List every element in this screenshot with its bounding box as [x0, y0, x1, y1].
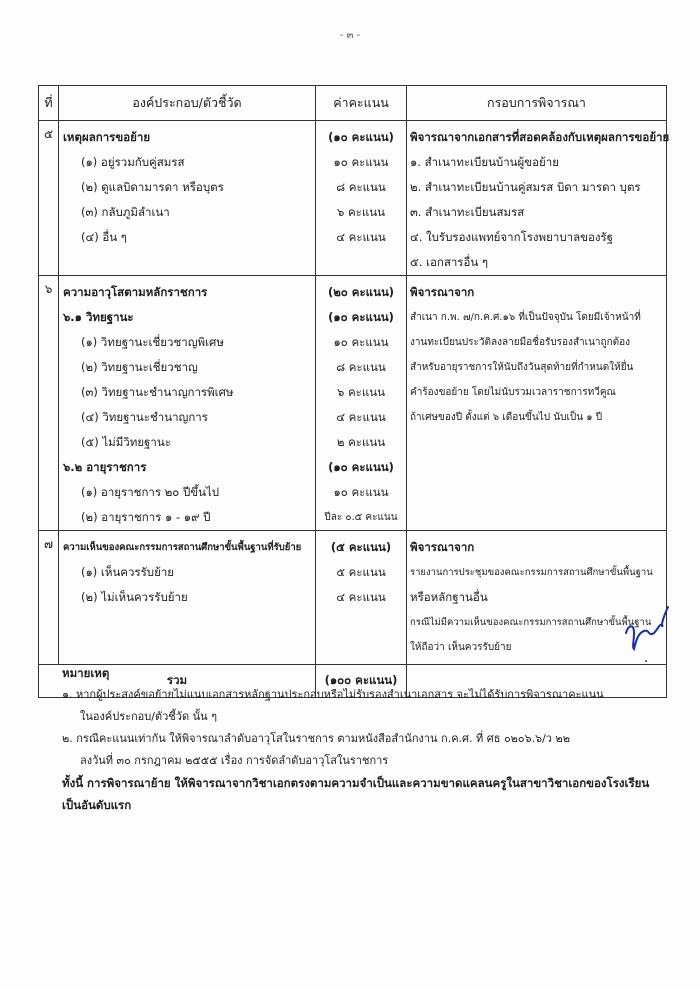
- row-item: (๕) ไม่มีวิทยฐานะ: [81, 435, 171, 449]
- row-item: (๑) เห็นควรรับย้าย: [81, 565, 175, 579]
- row-item-score: ๒ คะแนน: [336, 435, 386, 449]
- row-item: (๑) อายุราชการ ๒๐ ปีขึ้นไป: [81, 485, 220, 499]
- row-item-score: ๘ คะแนน: [336, 360, 386, 374]
- criteria-title: พิจารณาจากเอกสารที่สอดคล้องกับเหตุผลการขอย้าย: [410, 130, 670, 144]
- row-item: (๒) อายุราชการ ๑ - ๑๙ ปี: [81, 510, 211, 524]
- row-item-score: ๘ คะแนน: [336, 180, 386, 194]
- header-no: ที่: [39, 86, 59, 121]
- row-item: (๒) ดูแลบิดามารดา หรือบุตร: [81, 180, 224, 194]
- criteria-title: พิจารณาจาก: [410, 285, 475, 299]
- signature-icon: [622, 603, 672, 651]
- row-criteria: [407, 276, 667, 531]
- row-items: [59, 531, 316, 665]
- row-title: ความอาวุโสตามหลักราชการ: [63, 285, 208, 299]
- row-item-score: ปีละ ๐.๕ คะแนน: [324, 512, 398, 523]
- row-items: [59, 276, 316, 531]
- table-row: [39, 276, 667, 531]
- row-item: (๑) อยู่รวมกับคู่สมรส: [81, 155, 185, 169]
- row-item: (๓) วิทยฐานะชำนาญการพิเศษ: [81, 385, 234, 399]
- subsection-title: ๖.๒ อายุราชการ: [63, 460, 147, 474]
- header-item: องค์ประกอบ/ตัวชี้วัด: [59, 86, 316, 121]
- row-scores: [316, 121, 407, 276]
- criteria-line: ๑. สำเนาทะเบียนบ้านผู้ขอย้าย: [410, 155, 559, 169]
- row-item-score: ๖ คะแนน: [337, 205, 385, 219]
- note-1-line-2: ในองค์ประกอบ/ตัวชี้วัด นั้น ๆ: [80, 710, 218, 723]
- criteria-line: คำร้องขอย้าย โดยไม่นับรวมเวลาราชการทวีคูณ: [410, 387, 616, 398]
- row-items: [59, 121, 316, 276]
- row-item: (๔) อื่น ๆ: [81, 230, 127, 244]
- criteria-line: กรณีไม่มีความเห็นของคณะกรรมการสถานศึกษาขั้นพื้นฐาน: [410, 617, 652, 628]
- criteria-line: ถ้าเศษของปี ตั้งแต่ ๖ เดือนขึ้นไป นับเป็น ๑ ปี: [410, 412, 603, 423]
- row-item-score: ๑๐ คะแนน: [333, 155, 389, 169]
- criteria-line: ๔. ใบรับรองแพทย์จากโรงพยาบาลของรัฐ: [410, 230, 614, 244]
- criteria-line: สำหรับอายุราชการให้นับถึงวันสุดท้ายที่กำหนดให้ยื่น: [410, 362, 634, 373]
- row-item-score: ๔ คะแนน: [336, 590, 386, 604]
- total-label: รวม: [39, 665, 316, 698]
- row-item-score: ๑๐ คะแนน: [333, 485, 389, 499]
- header-criteria: กรอบการพิจารณา: [407, 86, 667, 121]
- note-2-line-1: ๒. กรณีคะแนนเท่ากัน ให้พิจารณาลำดับอาวุโสในราชการ ตามหนังสือสำนักงาน ก.ค.ศ. ที่ ศธ ๐๒๐๖.๖/ว ๒๒: [62, 732, 570, 745]
- row-item: (๒) ไม่เห็นควรรับย้าย: [81, 590, 188, 604]
- row-number: ๗: [39, 531, 59, 665]
- subsection-title: ๖.๑ วิทยฐานะ: [63, 310, 134, 324]
- row-title-score: (๕ คะแนน): [330, 540, 392, 554]
- final-note-line-2: เป็นอันดับแรก: [62, 798, 132, 812]
- row-title-score: (๒๐ คะแนน): [327, 285, 395, 299]
- table-header-row: [39, 86, 667, 121]
- criteria-line: งานทะเบียนประวัติลงลายมือชื่อรับรองสำเนาถูกต้อง: [410, 337, 631, 348]
- row-item-score: ๑๐ คะแนน: [333, 335, 389, 349]
- row-item: (๓) กลับภูมิลำเนา: [81, 205, 170, 219]
- row-item-score: ๖ คะแนน: [337, 385, 385, 399]
- criteria-line: ๕. เอกสารอื่น ๆ: [410, 255, 489, 269]
- row-item-score: ๕ คะแนน: [336, 565, 386, 579]
- header-score: ค่าคะแนน: [316, 86, 407, 121]
- row-number: ๖: [39, 276, 59, 531]
- row-scores: [316, 531, 407, 665]
- total-score: (๑๐๐ คะแนน): [316, 665, 407, 698]
- row-title: ความเห็นของคณะกรรมการสถานศึกษาขั้นพื้นฐานที่รับย้าย: [63, 542, 302, 553]
- criteria-line: ให้ถือว่า เห็นควรรับย้าย: [410, 642, 512, 653]
- row-scores: [316, 276, 407, 531]
- row-item-score: ๔ คะแนน: [336, 230, 386, 244]
- final-note-line-1: ทั้งนี้ การพิจารณาย้าย ให้พิจารณาจากวิชาเอกตรงตามความจำเป็นและความขาดแคลนครูในสาขาวิชาเอกของโรงเรียน: [62, 776, 650, 790]
- subsection-score: (๑๐ คะแนน): [328, 460, 394, 474]
- row-item: (๑) วิทยฐานะเชี่ยวชาญพิเศษ: [81, 335, 224, 349]
- row-number: ๕: [39, 121, 59, 276]
- table-row: [39, 531, 667, 665]
- criteria-line: ๒. สำเนาทะเบียนบ้านคู่สมรส บิดา มารดา บุตร: [410, 180, 641, 194]
- criteria-line: สำเนา ก.พ. ๗/ก.ค.ศ.๑๖ ที่เป็นปัจจุบัน โดยมีเจ้าหน้าที่: [410, 312, 641, 323]
- page-number: - ๓ -: [339, 30, 361, 41]
- subsection-score: (๑๐ คะแนน): [328, 310, 394, 324]
- notes-title: หมายเหตุ: [62, 666, 110, 680]
- row-item-score: ๔ คะแนน: [336, 410, 386, 424]
- criteria-table: [38, 85, 670, 698]
- criteria-line: รายงานการประชุมของคณะกรรมการสถานศึกษาขั้นพื้นฐาน: [410, 567, 653, 578]
- row-item: (๒) วิทยฐานะเชี่ยวชาญ: [81, 360, 198, 374]
- note-1-line-1: ๑. หากผู้ประสงค์ขอย้ายไม่แนบเอกสารหลักฐานประกอบหรือไม่รับรองสำเนาเอกสาร จะไม่ได้รับการพิจารณาคะแนน: [62, 688, 604, 701]
- note-2-line-2: ลงวันที่ ๓๐ กรกฎาคม ๒๕๕๕ เรื่อง การจัดลำดับอาวุโสในราชการ: [80, 754, 389, 767]
- notes-section: [62, 662, 682, 816]
- table-row: [39, 121, 667, 276]
- row-title-score: (๑๐ คะแนน): [328, 130, 394, 144]
- criteria-title: พิจารณาจาก: [410, 540, 475, 554]
- row-item: (๔) วิทยฐานะชำนาญการ: [81, 410, 208, 424]
- criteria-line: หรือหลักฐานอื่น: [410, 590, 488, 604]
- row-title: เหตุผลการขอย้าย: [63, 130, 151, 144]
- row-criteria: [407, 121, 670, 276]
- criteria-line: ๓. สำเนาทะเบียนสมรส: [410, 205, 525, 219]
